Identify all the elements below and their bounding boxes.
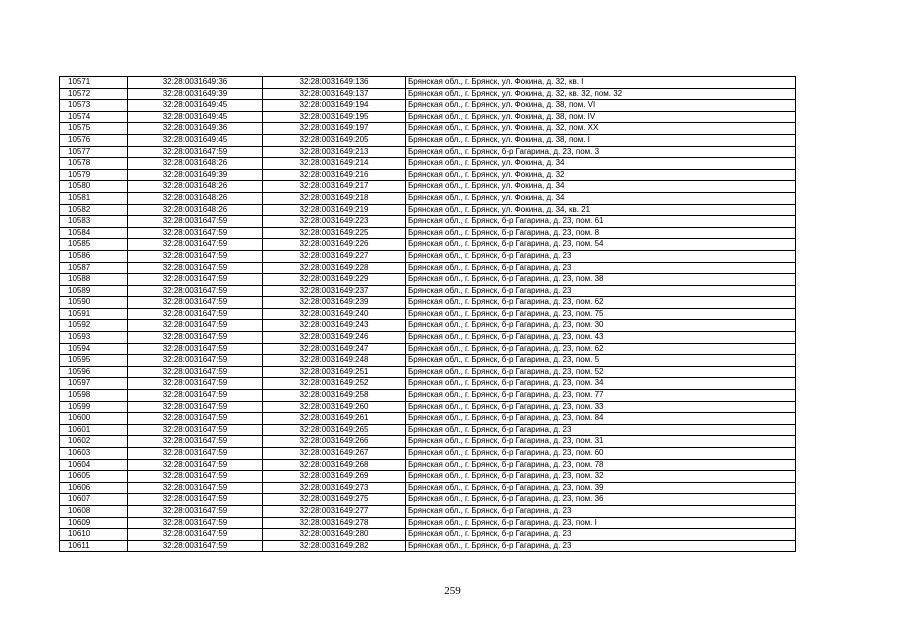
cadastral-number-cell: 32:28:0031649:36 (128, 123, 263, 135)
table-row (60, 401, 796, 413)
object-cadastral-number-cell: 32:28:0031649:248 (263, 355, 406, 367)
table-row (60, 250, 796, 262)
object-cadastral-number-cell: 32:28:0031649:280 (263, 529, 406, 541)
object-cadastral-number-cell: 32:28:0031649:227 (263, 250, 406, 262)
object-cadastral-number-cell: 32:28:0031649:268 (263, 459, 406, 471)
cadastral-number-cell: 32:28:0031647:59 (128, 517, 263, 529)
cadastral-number-cell: 32:28:0031647:59 (128, 285, 263, 297)
address-cell: Брянская обл., г. Брянск, б-р Гагарина, д. 23, пом. 39 (406, 482, 796, 494)
row-number-cell: 10574 (60, 111, 128, 123)
cadastral-number-cell: 32:28:0031649:39 (128, 88, 263, 100)
row-number-cell: 10604 (60, 459, 128, 471)
object-cadastral-number-cell: 32:28:0031649:261 (263, 413, 406, 425)
cadastral-number-cell: 32:28:0031648:26 (128, 204, 263, 216)
cadastral-number-cell: 32:28:0031647:59 (128, 540, 263, 552)
object-cadastral-number-cell: 32:28:0031649:282 (263, 540, 406, 552)
table-row (60, 482, 796, 494)
object-cadastral-number-cell: 32:28:0031649:240 (263, 308, 406, 320)
row-number-cell: 10600 (60, 413, 128, 425)
row-number-cell: 10608 (60, 505, 128, 517)
object-cadastral-number-cell: 32:28:0031649:273 (263, 482, 406, 494)
cadastral-number-cell: 32:28:0031649:39 (128, 169, 263, 181)
cadastral-number-cell: 32:28:0031647:59 (128, 413, 263, 425)
table-row (60, 308, 796, 320)
cadastral-number-cell: 32:28:0031647:59 (128, 239, 263, 251)
address-cell: Брянская обл., г. Брянск, б-р Гагарина, д. 23, пом. 78 (406, 459, 796, 471)
row-number-cell: 10597 (60, 378, 128, 390)
table-row (60, 216, 796, 228)
row-number-cell: 10585 (60, 239, 128, 251)
object-cadastral-number-cell: 32:28:0031649:269 (263, 471, 406, 483)
address-cell: Брянская обл., г. Брянск, б-р Гагарина, д. 23, пом. 54 (406, 239, 796, 251)
page-number: 259 (444, 585, 461, 597)
row-number-cell: 10580 (60, 181, 128, 193)
table-row (60, 459, 796, 471)
address-cell: Брянская обл., г. Брянск, ул. Фокина, д. 32 (406, 169, 796, 181)
cadastral-number-cell: 32:28:0031647:59 (128, 274, 263, 286)
table-row (60, 146, 796, 158)
row-number-cell: 10593 (60, 332, 128, 344)
registry-table (59, 76, 796, 552)
object-cadastral-number-cell: 32:28:0031649:267 (263, 448, 406, 460)
row-number-cell: 10581 (60, 192, 128, 204)
table-row (60, 343, 796, 355)
cadastral-number-cell: 32:28:0031647:59 (128, 378, 263, 390)
table-row (60, 320, 796, 332)
address-cell: Брянская обл., г. Брянск, б-р Гагарина, д. 23, пом. 38 (406, 274, 796, 286)
row-number-cell: 10598 (60, 390, 128, 402)
cadastral-number-cell: 32:28:0031647:59 (128, 401, 263, 413)
row-number-cell: 10603 (60, 448, 128, 460)
cadastral-number-cell: 32:28:0031647:59 (128, 529, 263, 541)
row-number-cell: 10572 (60, 88, 128, 100)
object-cadastral-number-cell: 32:28:0031649:223 (263, 216, 406, 228)
table-row (60, 111, 796, 123)
address-cell: Брянская обл., г. Брянск, б-р Гагарина, д. 23 (406, 529, 796, 541)
row-number-cell: 10590 (60, 297, 128, 309)
cadastral-number-cell: 32:28:0031649:45 (128, 134, 263, 146)
row-number-cell: 10584 (60, 227, 128, 239)
address-cell: Брянская обл., г. Брянск, ул. Фокина, д. 34 (406, 181, 796, 193)
object-cadastral-number-cell: 32:28:0031649:278 (263, 517, 406, 529)
row-number-cell: 10599 (60, 401, 128, 413)
cadastral-number-cell: 32:28:0031647:59 (128, 459, 263, 471)
row-number-cell: 10583 (60, 216, 128, 228)
table-row (60, 494, 796, 506)
table-row (60, 181, 796, 193)
address-cell: Брянская обл., г. Брянск, б-р Гагарина, д. 23, пом. 5 (406, 355, 796, 367)
table-row (60, 274, 796, 286)
table-row (60, 529, 796, 541)
table-row (60, 88, 796, 100)
table-row (60, 517, 796, 529)
table-row (60, 366, 796, 378)
address-cell: Брянская обл., г. Брянск, б-р Гагарина, д. 23 (406, 424, 796, 436)
table-row (60, 378, 796, 390)
row-number-cell: 10589 (60, 285, 128, 297)
address-cell: Брянская обл., г. Брянск, б-р Гагарина, д. 23, пом. 60 (406, 448, 796, 460)
cadastral-number-cell: 32:28:0031647:59 (128, 355, 263, 367)
object-cadastral-number-cell: 32:28:0031649:205 (263, 134, 406, 146)
address-cell: Брянская обл., г. Брянск, б-р Гагарина, д. 23, пом. 77 (406, 390, 796, 402)
address-cell: Брянская обл., г. Брянск, б-р Гагарина, д. 23, пом. I (406, 517, 796, 529)
cadastral-number-cell: 32:28:0031649:45 (128, 111, 263, 123)
row-number-cell: 10605 (60, 471, 128, 483)
cadastral-number-cell: 32:28:0031647:59 (128, 146, 263, 158)
address-cell: Брянская обл., г. Брянск, б-р Гагарина, д. 23, пом. 31 (406, 436, 796, 448)
cadastral-number-cell: 32:28:0031648:26 (128, 181, 263, 193)
object-cadastral-number-cell: 32:28:0031649:137 (263, 88, 406, 100)
row-number-cell: 10610 (60, 529, 128, 541)
row-number-cell: 10594 (60, 343, 128, 355)
object-cadastral-number-cell: 32:28:0031649:197 (263, 123, 406, 135)
cadastral-number-cell: 32:28:0031647:59 (128, 448, 263, 460)
table-row (60, 123, 796, 135)
object-cadastral-number-cell: 32:28:0031649:136 (263, 77, 406, 89)
table-row (60, 100, 796, 112)
address-cell: Брянская обл., г. Брянск, б-р Гагарина, д. 23 (406, 285, 796, 297)
table-row (60, 390, 796, 402)
address-cell: Брянская обл., г. Брянск, ул. Фокина, д. 32, пом. XX (406, 123, 796, 135)
address-cell: Брянская обл., г. Брянск, ул. Фокина, д. 34 (406, 192, 796, 204)
object-cadastral-number-cell: 32:28:0031649:243 (263, 320, 406, 332)
cadastral-number-cell: 32:28:0031647:59 (128, 390, 263, 402)
address-cell: Брянская обл., г. Брянск, ул. Фокина, д. 38, пом. VI (406, 100, 796, 112)
cadastral-number-cell: 32:28:0031647:59 (128, 482, 263, 494)
row-number-cell: 10601 (60, 424, 128, 436)
table-row (60, 297, 796, 309)
address-cell: Брянская обл., г. Брянск, б-р Гагарина, д. 23 (406, 505, 796, 517)
object-cadastral-number-cell: 32:28:0031649:226 (263, 239, 406, 251)
row-number-cell: 10582 (60, 204, 128, 216)
row-number-cell: 10575 (60, 123, 128, 135)
table-row (60, 204, 796, 216)
object-cadastral-number-cell: 32:28:0031649:219 (263, 204, 406, 216)
table-row (60, 540, 796, 552)
address-cell: Брянская обл., г. Брянск, б-р Гагарина, д. 23, пом. 75 (406, 308, 796, 320)
row-number-cell: 10607 (60, 494, 128, 506)
cadastral-number-cell: 32:28:0031647:59 (128, 332, 263, 344)
table-row (60, 448, 796, 460)
row-number-cell: 10579 (60, 169, 128, 181)
address-cell: Брянская обл., г. Брянск, б-р Гагарина, д. 23 (406, 250, 796, 262)
table-row (60, 239, 796, 251)
registry-table-body (60, 77, 796, 552)
table-row (60, 134, 796, 146)
table-row (60, 413, 796, 425)
object-cadastral-number-cell: 32:28:0031649:216 (263, 169, 406, 181)
object-cadastral-number-cell: 32:28:0031649:213 (263, 146, 406, 158)
address-cell: Брянская обл., г. Брянск, ул. Фокина, д. 32, кв. I (406, 77, 796, 89)
address-cell: Брянская обл., г. Брянск, б-р Гагарина, д. 23, пом. 61 (406, 216, 796, 228)
object-cadastral-number-cell: 32:28:0031649:217 (263, 181, 406, 193)
table-row (60, 471, 796, 483)
table-row (60, 227, 796, 239)
cadastral-number-cell: 32:28:0031647:59 (128, 308, 263, 320)
table-row (60, 158, 796, 170)
row-number-cell: 10602 (60, 436, 128, 448)
cadastral-number-cell: 32:28:0031648:26 (128, 192, 263, 204)
row-number-cell: 10596 (60, 366, 128, 378)
table-row (60, 436, 796, 448)
row-number-cell: 10591 (60, 308, 128, 320)
object-cadastral-number-cell: 32:28:0031649:246 (263, 332, 406, 344)
cadastral-number-cell: 32:28:0031648:26 (128, 158, 263, 170)
object-cadastral-number-cell: 32:28:0031649:239 (263, 297, 406, 309)
table-row (60, 169, 796, 181)
row-number-cell: 10578 (60, 158, 128, 170)
table-row (60, 332, 796, 344)
object-cadastral-number-cell: 32:28:0031649:251 (263, 366, 406, 378)
cadastral-number-cell: 32:28:0031647:59 (128, 366, 263, 378)
object-cadastral-number-cell: 32:28:0031649:225 (263, 227, 406, 239)
row-number-cell: 10576 (60, 134, 128, 146)
cadastral-number-cell: 32:28:0031647:59 (128, 320, 263, 332)
table-row (60, 355, 796, 367)
object-cadastral-number-cell: 32:28:0031649:195 (263, 111, 406, 123)
address-cell: Брянская обл., г. Брянск, б-р Гагарина, д. 23, пом. 30 (406, 320, 796, 332)
object-cadastral-number-cell: 32:28:0031649:228 (263, 262, 406, 274)
cadastral-number-cell: 32:28:0031647:59 (128, 297, 263, 309)
object-cadastral-number-cell: 32:28:0031649:277 (263, 505, 406, 517)
object-cadastral-number-cell: 32:28:0031649:260 (263, 401, 406, 413)
object-cadastral-number-cell: 32:28:0031649:266 (263, 436, 406, 448)
table-row (60, 285, 796, 297)
cadastral-number-cell: 32:28:0031647:59 (128, 262, 263, 274)
address-cell: Брянская обл., г. Брянск, б-р Гагарина, д. 23, пом. 3 (406, 146, 796, 158)
object-cadastral-number-cell: 32:28:0031649:258 (263, 390, 406, 402)
cadastral-number-cell: 32:28:0031647:59 (128, 436, 263, 448)
object-cadastral-number-cell: 32:28:0031649:265 (263, 424, 406, 436)
object-cadastral-number-cell: 32:28:0031649:275 (263, 494, 406, 506)
cadastral-number-cell: 32:28:0031647:59 (128, 471, 263, 483)
table-row (60, 192, 796, 204)
address-cell: Брянская обл., г. Брянск, ул. Фокина, д. 32, кв. 32, пом. 32 (406, 88, 796, 100)
row-number-cell: 10577 (60, 146, 128, 158)
address-cell: Брянская обл., г. Брянск, ул. Фокина, д. 34, кв. 21 (406, 204, 796, 216)
address-cell: Брянская обл., г. Брянск, б-р Гагарина, д. 23, пом. 34 (406, 378, 796, 390)
cadastral-number-cell: 32:28:0031647:59 (128, 505, 263, 517)
address-cell: Брянская обл., г. Брянск, б-р Гагарина, д. 23, пом. 84 (406, 413, 796, 425)
cadastral-number-cell: 32:28:0031647:59 (128, 343, 263, 355)
cadastral-number-cell: 32:28:0031647:59 (128, 424, 263, 436)
cadastral-number-cell: 32:28:0031647:59 (128, 250, 263, 262)
object-cadastral-number-cell: 32:28:0031649:194 (263, 100, 406, 112)
cadastral-number-cell: 32:28:0031649:36 (128, 77, 263, 89)
row-number-cell: 10606 (60, 482, 128, 494)
cadastral-number-cell: 32:28:0031647:59 (128, 227, 263, 239)
object-cadastral-number-cell: 32:28:0031649:214 (263, 158, 406, 170)
row-number-cell: 10592 (60, 320, 128, 332)
address-cell: Брянская обл., г. Брянск, б-р Гагарина, д. 23 (406, 262, 796, 274)
address-cell: Брянская обл., г. Брянск, б-р Гагарина, д. 23, пом. 52 (406, 366, 796, 378)
address-cell: Брянская обл., г. Брянск, б-р Гагарина, д. 23, пом. 43 (406, 332, 796, 344)
table-row (60, 424, 796, 436)
row-number-cell: 10611 (60, 540, 128, 552)
address-cell: Брянская обл., г. Брянск, ул. Фокина, д. 38, пом. IV (406, 111, 796, 123)
address-cell: Брянская обл., г. Брянск, ул. Фокина, д. 38, пом. I (406, 134, 796, 146)
row-number-cell: 10573 (60, 100, 128, 112)
object-cadastral-number-cell: 32:28:0031649:229 (263, 274, 406, 286)
cadastral-number-cell: 32:28:0031647:59 (128, 494, 263, 506)
address-cell: Брянская обл., г. Брянск, б-р Гагарина, д. 23 (406, 540, 796, 552)
table-row (60, 505, 796, 517)
address-cell: Брянская обл., г. Брянск, б-р Гагарина, д. 23, пом. 62 (406, 343, 796, 355)
row-number-cell: 10571 (60, 77, 128, 89)
object-cadastral-number-cell: 32:28:0031649:252 (263, 378, 406, 390)
row-number-cell: 10586 (60, 250, 128, 262)
address-cell: Брянская обл., г. Брянск, б-р Гагарина, д. 23, пом. 62 (406, 297, 796, 309)
address-cell: Брянская обл., г. Брянск, б-р Гагарина, д. 23, пом. 36 (406, 494, 796, 506)
table-row (60, 262, 796, 274)
table-row (60, 77, 796, 89)
cadastral-number-cell: 32:28:0031647:59 (128, 216, 263, 228)
row-number-cell: 10595 (60, 355, 128, 367)
address-cell: Брянская обл., г. Брянск, ул. Фокина, д. 34 (406, 158, 796, 170)
address-cell: Брянская обл., г. Брянск, б-р Гагарина, д. 23, пом. 33 (406, 401, 796, 413)
object-cadastral-number-cell: 32:28:0031649:247 (263, 343, 406, 355)
object-cadastral-number-cell: 32:28:0031649:237 (263, 285, 406, 297)
address-cell: Брянская обл., г. Брянск, б-р Гагарина, д. 23, пом. 32 (406, 471, 796, 483)
address-cell: Брянская обл., г. Брянск, б-р Гагарина, д. 23, пом. 8 (406, 227, 796, 239)
row-number-cell: 10588 (60, 274, 128, 286)
row-number-cell: 10587 (60, 262, 128, 274)
object-cadastral-number-cell: 32:28:0031649:218 (263, 192, 406, 204)
row-number-cell: 10609 (60, 517, 128, 529)
cadastral-number-cell: 32:28:0031649:45 (128, 100, 263, 112)
